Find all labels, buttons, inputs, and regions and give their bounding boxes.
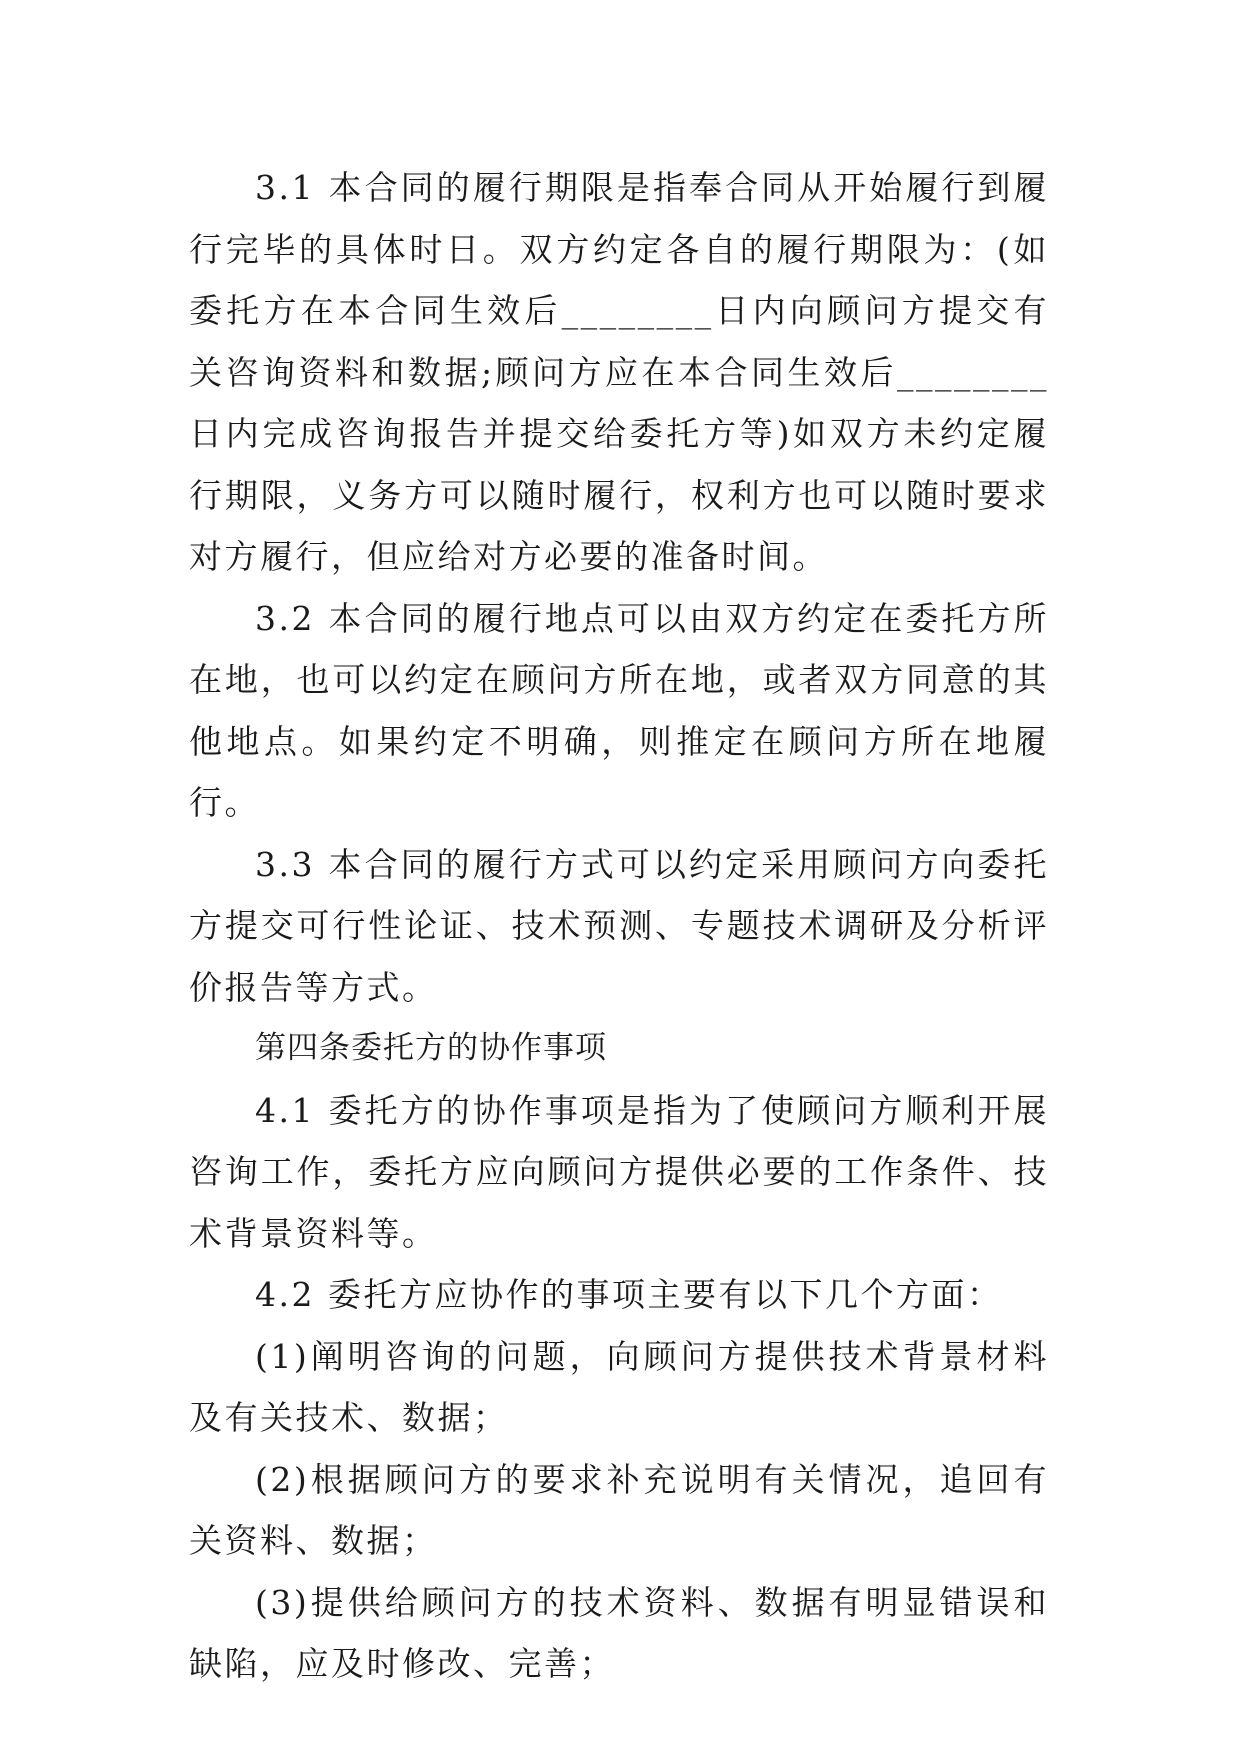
list-item-2: (2)根据顾问方的要求补充说明有关情况，追回有关资料、数据； (189, 1459, 1049, 1560)
paragraph-3-1: 3.1 本合同的履行期限是指奉合同从开始履行到履行完毕的具体时日。双方约定各自的履行期限为：(如委托方在本合同生效后________日内向顾问方提交有关咨询资料和数据;顾问方应在本合同生效后________日内完成咨询报告并提交给委托方等)如双方未约定履行期限，义务方可以随时履行，权利方也可以随时要求对方履行，但应给对方必要的准备时间。 (189, 168, 1049, 576)
document-body (189, 157, 1049, 1695)
paragraph-3-3: 3.3 本合同的履行方式可以约定采用顾问方向委托方提交可行性论证、技术预测、专题技术调研及分析评价报告等方式。 (189, 844, 1049, 1007)
paragraph-4-1: 4.1 委托方的协作事项是指为了使顾问方顺利开展咨询工作，委托方应向顾问方提供必要的工作条件、技术背景资料等。 (189, 1090, 1049, 1253)
paragraph-3-2: 3.2 本合同的履行地点可以由双方约定在委托方所在地，也可以约定在顾问方所在地，或者双方同意的其他地点。如果约定不明确，则推定在顾问方所在地履行。 (189, 598, 1049, 822)
list-item-3: (3)提供给顾问方的技术资料、数据有明显错误和缺陷，应及时修改、完善； (189, 1582, 1049, 1683)
paragraph-4-2: 4.2 委托方应协作的事项主要有以下几个方面： (255, 1275, 1003, 1314)
list-item-1: (1)阐明咨询的问题，向顾问方提供技术背景材料及有关技术、数据； (189, 1336, 1049, 1437)
section-heading-article-4: 第四条委托方的协作事项 (255, 1030, 607, 1066)
